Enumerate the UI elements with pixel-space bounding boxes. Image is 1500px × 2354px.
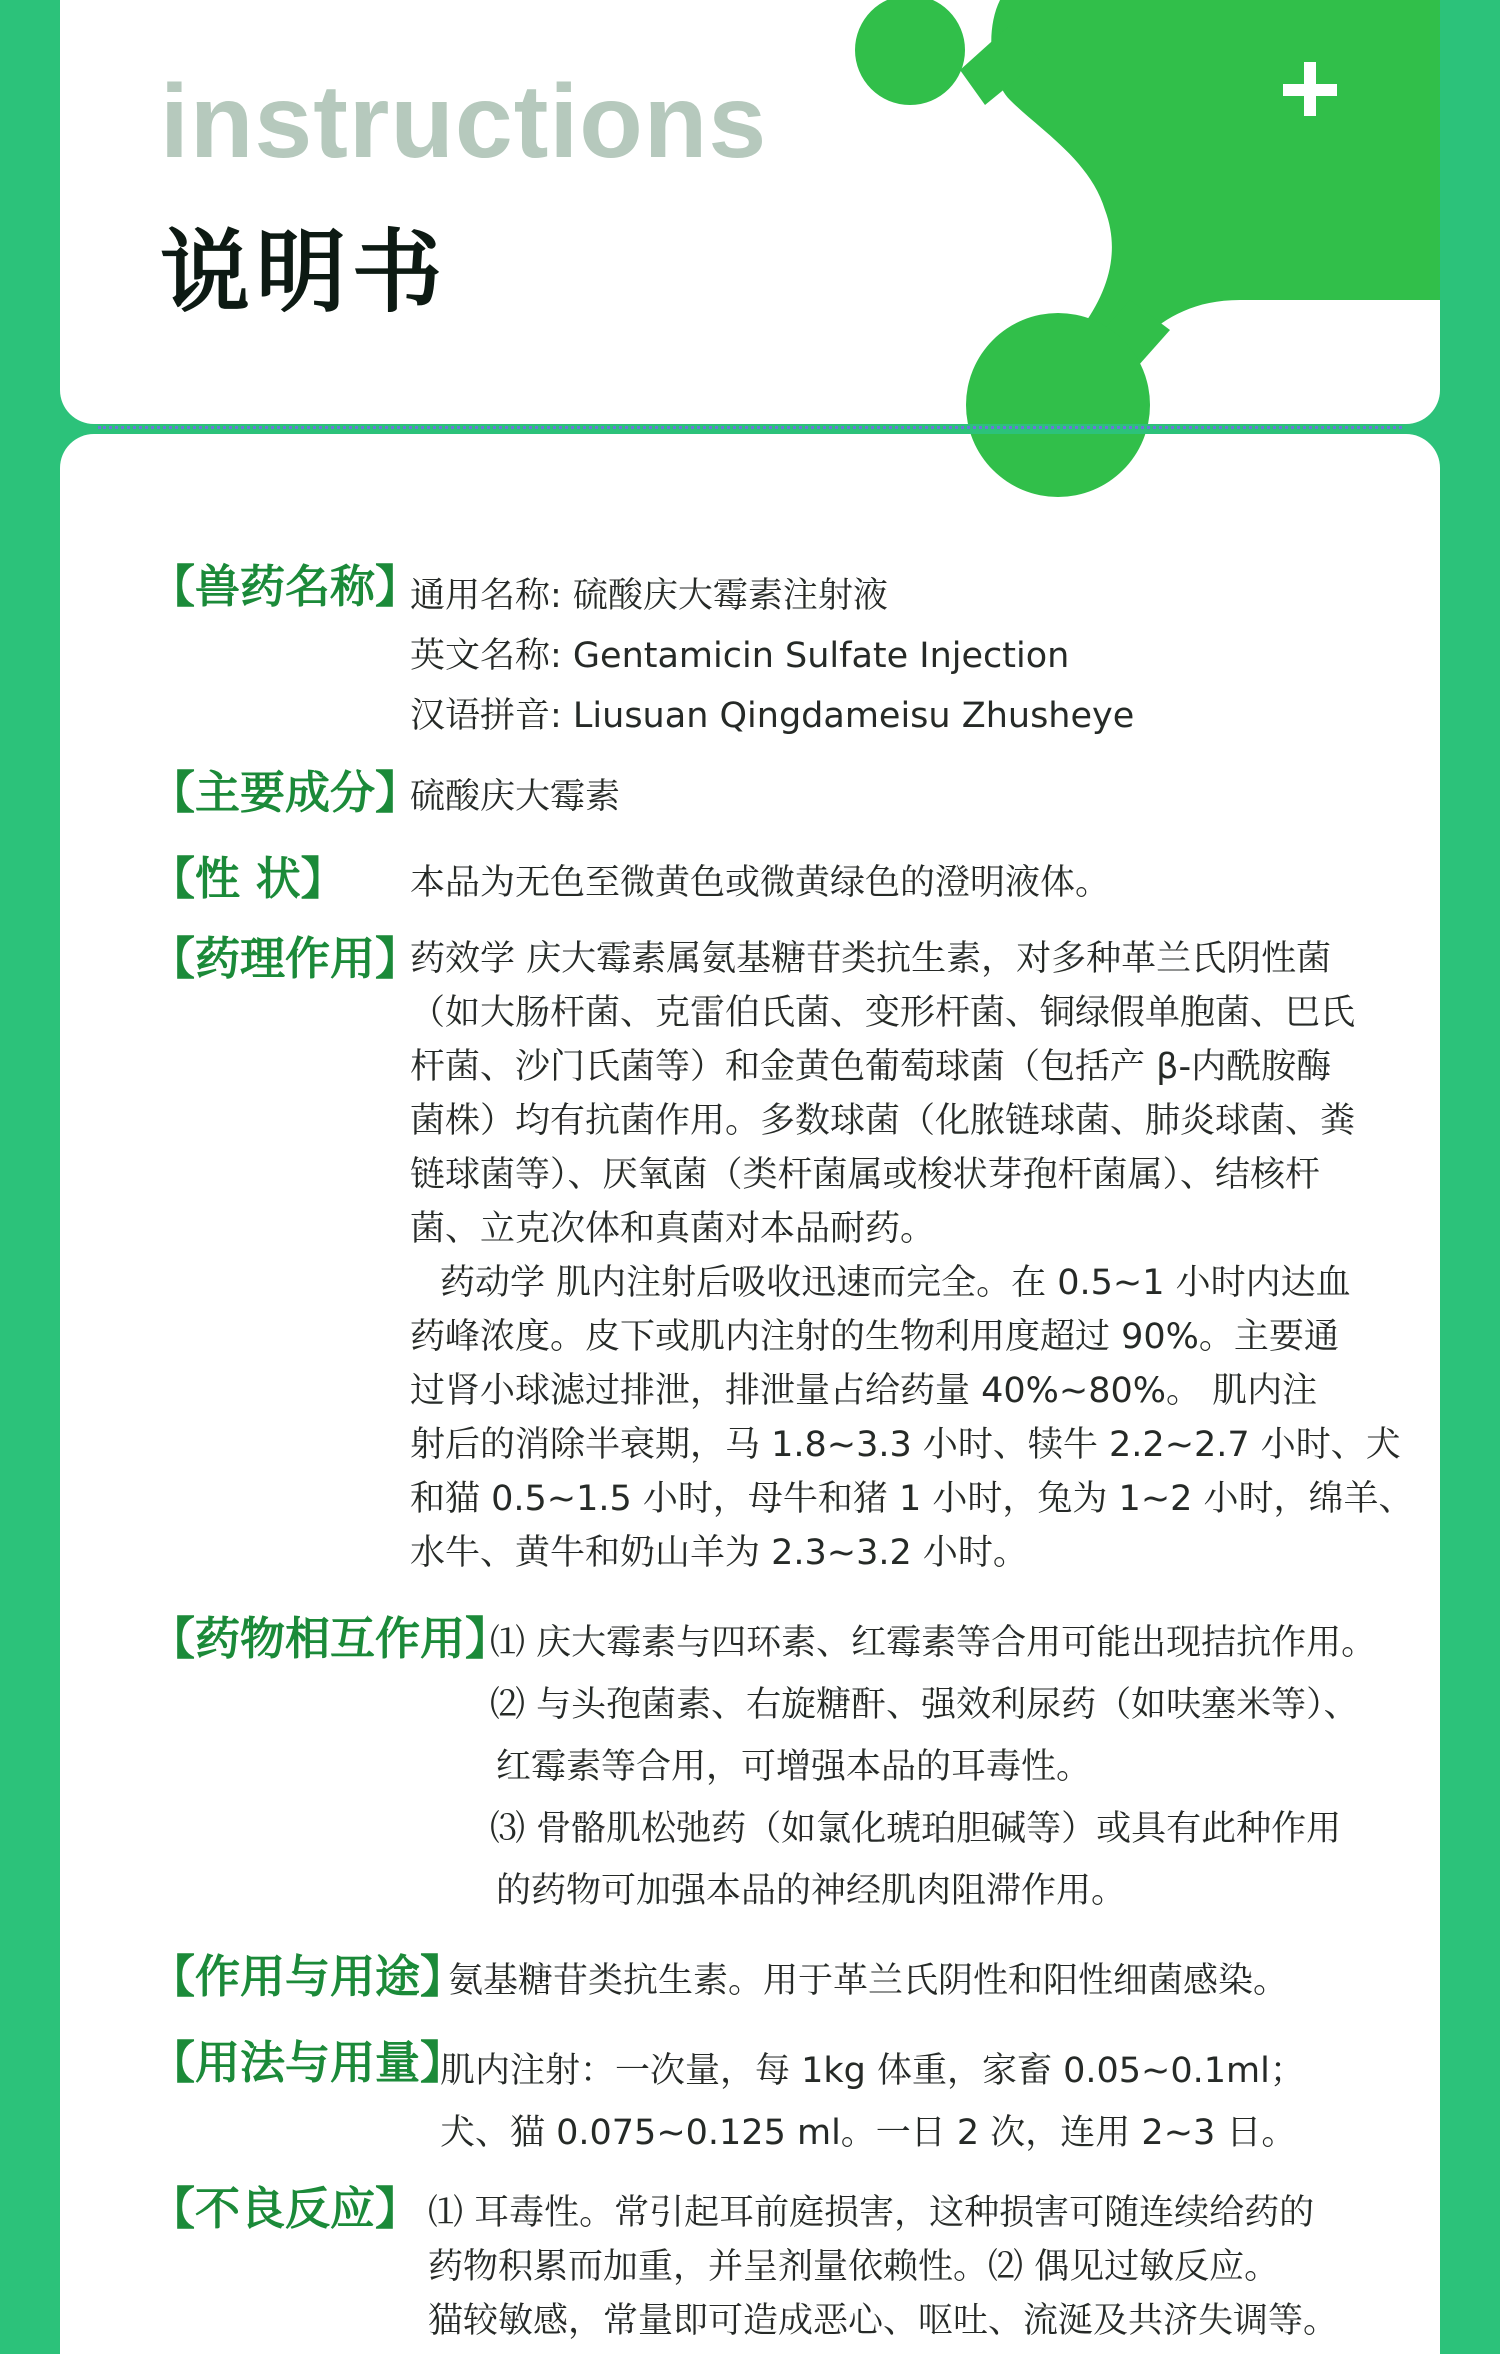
text-line: 的药物可加强本品的神经肌肉阻滞作用。 — [496, 1871, 1127, 1911]
text-line: ⑵ 与头孢菌素、右旋糖酐、强效利尿药（如呋塞米等）、 — [490, 1685, 1359, 1725]
text-line: 药峰浓度。皮下或肌内注射的生物利用度超过 90%。主要通 — [410, 1317, 1339, 1357]
text-line: 射后的消除半衰期，马 1.8~3.3 小时、犊牛 2.2~2.7 小时、犬 — [410, 1425, 1401, 1465]
section-label: 【性 状】 — [150, 852, 346, 905]
text-line: （如大肠杆菌、克雷伯氏菌、变形杆菌、铜绿假单胞菌、巴氏 — [410, 993, 1356, 1033]
section-content — [410, 856, 1110, 910]
section-label: 【不良反应】 — [150, 2182, 421, 2235]
text-line: 菌株）均有抗菌作用。多数球菌（化脓链球菌、肺炎球菌、粪 — [410, 1101, 1356, 1141]
section-content — [410, 566, 1134, 746]
chinese-title: 说明书 — [160, 220, 448, 325]
section-content — [410, 932, 1414, 1580]
text-line: 犬、猫 0.075~0.125 ml。一日 2 次，连用 2~3 日。 — [440, 2113, 1297, 2153]
section-label: 【药物相互作用】 — [150, 1612, 511, 1665]
text-line: 链球菌等）、厌氧菌（类杆菌属或梭状芽孢杆菌属）、结核杆 — [410, 1155, 1321, 1195]
text-line: ⑶ 骨骼肌松弛药（如氯化琥珀胆碱等）或具有此种作用 — [490, 1809, 1342, 1849]
section-label: 【作用与用途】 — [150, 1950, 466, 2003]
text-line: 汉语拼音: Liusuan Qingdameisu Zhusheye — [410, 696, 1135, 736]
text-line: 菌、立克次体和真菌对本品耐药。 — [410, 1209, 936, 1249]
text-line: 药动学 肌内注射后吸收迅速而完全。在 0.5~1 小时内达血 — [440, 1263, 1351, 1303]
text-line: 通用名称: 硫酸庆大霉素注射液 — [410, 576, 888, 616]
section-label: 【兽药名称】 — [150, 560, 421, 613]
section-content — [410, 770, 620, 824]
section-content — [440, 2040, 1305, 2164]
text-line: ⑴ 庆大霉素与四环素、红霉素等合用可能出现拮抗作用。 — [490, 1623, 1377, 1663]
text-line: 英文名称: Gentamicin Sulfate Injection — [410, 636, 1070, 676]
text-line: 和猫 0.5~1.5 小时，母牛和猪 1 小时，兔为 1~2 小时，绵羊、 — [410, 1479, 1414, 1519]
text-line: 过肾小球滤过排泄，排泄量占给药量 40%~80%。 肌内注 — [410, 1371, 1318, 1411]
text-line: 药效学 庆大霉素属氨基糖苷类抗生素，对多种革兰氏阴性菌 — [410, 939, 1332, 979]
text-line: 药物积累而加重，并呈剂量依赖性。⑵ 偶见过敏反应。 — [428, 2247, 1280, 2287]
section-content — [448, 1954, 1288, 2008]
text-line: 水牛、黄牛和奶山羊为 2.3~3.2 小时。 — [410, 1533, 1028, 1573]
text-line: ⑴ 耳毒性。常引起耳前庭损害，这种损害可随连续给药的 — [428, 2193, 1315, 2233]
text-line: 肌内注射：一次量，每 1kg 体重，家畜 0.05~0.1ml； — [440, 2051, 1305, 2091]
text-line: 硫酸庆大霉素 — [410, 777, 621, 817]
text-line: 猫较敏感，常量即可造成恶心、呕吐、流涎及共济失调等。 — [428, 2301, 1339, 2341]
english-title: instructions — [160, 64, 768, 180]
text-line: 本品为无色至微黄色或微黄绿色的澄明液体。 — [410, 863, 1111, 903]
section-label: 【主要成分】 — [150, 766, 421, 819]
section-content — [490, 1612, 1376, 1922]
text-line: 杆菌、沙门氏菌等）和金黄色葡萄球菌（包括产 β-内酰胺酶 — [410, 1047, 1332, 1087]
text-line: 红霉素等合用，可增强本品的耳毒性。 — [496, 1747, 1092, 1787]
text-line: 氨基糖苷类抗生素。用于革兰氏阴性和阳性细菌感染。 — [448, 1961, 1289, 2001]
section-label: 【药理作用】 — [150, 932, 421, 985]
section-label: 【用法与用量】 — [150, 2036, 466, 2089]
section-content — [428, 2186, 1338, 2348]
